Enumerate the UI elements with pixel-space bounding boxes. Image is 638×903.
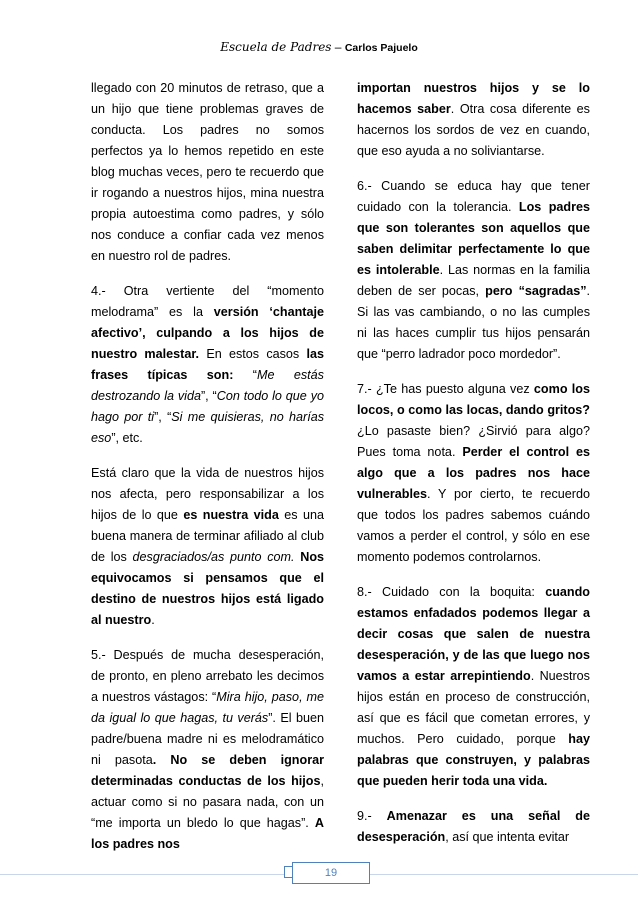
bold-run: hay palabras que construyen, y palabras que pueden herir toda una vida. xyxy=(357,732,590,788)
italic-run: Mira hijo, paso, me da igual lo que hagas, tu verás xyxy=(91,690,325,725)
text-run: “ xyxy=(233,368,257,382)
paragraph-point-8 xyxy=(357,582,590,792)
text-run: . Las normas en la familia deben de ser pocas, xyxy=(357,263,590,298)
text-run: . Otra cosa diferente es hacernos los sordos de vez en cuando, que eso ayuda a no soliviantarse. xyxy=(357,102,590,158)
text-run: ”. El buen padre/buena madre ni es melodramático ni pasota xyxy=(91,711,324,767)
bold-run: como los locos, o como las locas, dando gritos? xyxy=(357,382,590,417)
bold-run: A los padres nos xyxy=(91,816,324,851)
bold-run: . No se deben ignorar determinadas conductas de los hijos xyxy=(91,753,324,788)
text-run: ”, “ xyxy=(200,389,217,403)
text-run: 4.- Otra vertiente del “momento melodrama” es la xyxy=(91,284,324,319)
header-author: Carlos Pajuelo xyxy=(344,42,418,54)
paragraph-point-7 xyxy=(357,379,590,568)
paragraph-point-5 xyxy=(91,645,324,855)
text-run: es una buena manera de terminar afiliado al club de los xyxy=(91,508,324,564)
paragraph-point-6 xyxy=(357,176,590,365)
bold-run: versión ‘chantaje afectivo’, culpando a los hijos de nuestro malestar. xyxy=(91,305,324,361)
text-run: ”, “ xyxy=(154,410,172,424)
text-run: ”, etc. xyxy=(111,431,143,445)
page-header xyxy=(0,40,638,54)
bold-run: las frases típicas son: xyxy=(91,347,325,382)
bold-run: es nuestra vida xyxy=(183,508,279,522)
bold-run: importan nuestros hijos y se lo hacemos saber xyxy=(357,81,590,116)
text-run: 7.- ¿Te has puesto alguna vez xyxy=(357,382,534,396)
text-run: . Nuestros hijos están en proceso de construcción, así que es fácil que cometan errores, y muchos. Pero cuidado, porque xyxy=(357,669,590,746)
paragraph-intro: llegado con 20 minutos de retraso, que a un hijo que tiene problemas graves de conducta. Los padres no somos perfectos ya lo hemos repetido en este blog muchas veces, pero te recuerdo que ir rogando a nuestros hijos, mina nuestra propia autoestima como padres, y sólo nos conduce a confiar cada vez menos en nuestro rol de padres. xyxy=(91,81,324,263)
text-run: 8.- Cuidado con la boquita: xyxy=(357,585,546,599)
text-run: . Y por cierto, te recuerdo que todos los padres sabemos cuándo vamos a perder el control, y sólo en ese momento podemos controlarnos. xyxy=(357,487,590,564)
left-column xyxy=(91,78,324,855)
text-run: 5.- Después de mucha desesperación, de pronto, en pleno arrebato les decimos a nuestros vástagos: “ xyxy=(91,648,324,704)
bold-run: cuando estamos enfadados podemos llegar a decir cosas que salen de nuestra desesperación, y de las que luego nos vamos a estar arrepintiendo xyxy=(357,585,590,683)
bold-run: Amenazar es una señal de desesperación xyxy=(357,809,590,844)
italic-run: Con todo lo que yo hago por ti xyxy=(91,389,324,424)
paragraph-point-9 xyxy=(357,806,590,848)
bold-run: Nos equivocamos si pensamos que el destino de nuestros hijos está ligado al nuestro xyxy=(91,550,325,627)
text-run: En estos casos xyxy=(199,347,307,361)
header-separator: – xyxy=(331,40,345,54)
text-run: . xyxy=(151,613,155,627)
header-title: Escuela de Padres xyxy=(220,40,332,54)
page-number: 19 xyxy=(292,862,370,884)
text-run: . Si las vas cambiando, o no las cumples ni las haces cumplir tus hijos pensarán que “perro ladrador poco mordedor”. xyxy=(357,284,590,361)
italic-run: Si me quisieras, no harías eso xyxy=(91,410,324,445)
italic-run: desgraciados/as punto com. xyxy=(132,550,295,564)
text-run: , así que intenta evitar xyxy=(445,830,570,844)
bold-run: Perder el control es algo que a los padres nos hace vulnerables xyxy=(357,445,590,501)
bold-run: Los padres que son tolerantes son aquellos que saben delimitar perfectamente lo que es intolerable xyxy=(357,200,591,277)
text-run: ¿Lo pasaste bien? ¿Sirvió para algo? Pues toma nota. xyxy=(357,424,590,459)
page-footer xyxy=(0,862,638,892)
text-run: , actuar como si no pasara nada, con un “me importa un bledo lo que hagas”. xyxy=(91,774,324,830)
right-column xyxy=(357,78,590,848)
text-run: Está claro que la vida de nuestros hijos nos afecta, pero responsabilizar a los hijos de lo que xyxy=(91,466,324,522)
paragraph-point-4 xyxy=(91,281,324,449)
italic-run: Me estás destrozando la vida xyxy=(91,368,324,403)
paragraph-life xyxy=(91,463,324,631)
text-run: 6.- Cuando se educa hay que tener cuidado con la tolerancia. xyxy=(357,179,590,214)
bold-run: pero “sagradas” xyxy=(485,284,587,298)
text-run: 9.- xyxy=(357,809,387,823)
paragraph-continued xyxy=(357,78,590,162)
